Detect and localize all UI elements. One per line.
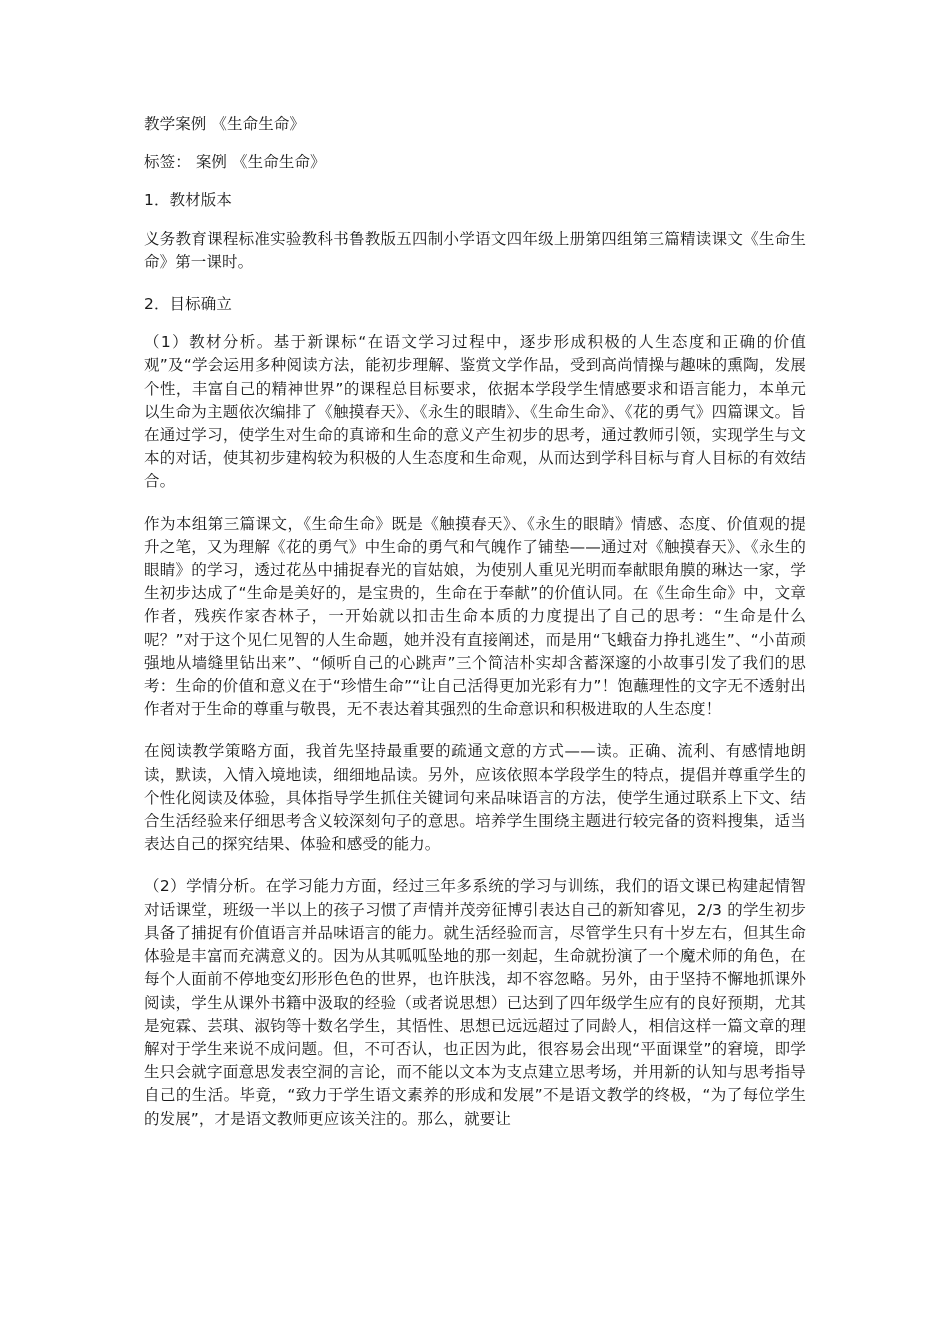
paragraph-textbook-analysis: （1）教材分析。基于新课标“在语文学习过程中，逐步形成积极的人生态度和正确的价值观”及“学会运用多种阅读方法，能初步理解、鉴赏文学作品，受到高尚情操与趣味的熏陶，发展个性，丰富自己的精神世界”的课程总目标要求，依据本学段学生情感要求和语言能力，本单元以生命为主题依次编排了《触摸春天》、《永生的眼睛》、《生命生命》、《花的勇气》四篇课文。旨在通过学习，使学生对生命的真谛和生命的意义产生初步的思考，通过教师引领，实现学生与文本的对话，使其初步建构较为积极的人生态度和生命观，从而达到学科目标与育人目标的有效结合。 — [144, 333, 806, 491]
document-page — [144, 113, 806, 1150]
document-title: 教学案例 《生命生命》 — [144, 115, 306, 133]
paragraph-textbook-version: 义务教育课程标准实验教科书鲁教版五四制小学语文四年级上册第四组第三篇精读课文《生命生命》第一课时。 — [144, 229, 806, 271]
paragraph-student-analysis: （2）学情分析。在学习能力方面，经过三年多系统的学习与训练，我们的语文课已构建起情智对话课堂，班级一半以上的孩子习惯了声情并茂旁征博引表达自己的新知睿见，2/3 的学生初步具备了捕捉有价值语言并品味语言的能力。就生活经验而言，尽管学生只有十岁左右，但其生命体验是丰富而充满意义的。因为从其呱呱坠地的那一刻起，生命就扮演了一个魔术师的角色，在每个人面前不停地变幻形形色色的世界，也许肤浅，却不容忽略。另外，由于坚持不懈地抓课外阅读，学生从课外书籍中汲取的经验（或者说思想）已达到了四年级学生应有的良好预期，尤其是宛霖、芸琪、淑钧等十数名学生，其悟性、思想已远远超过了同龄人，相信这样一篇文章的理解对于学生来说不成问题。但，不可否认，也正因为此，很容易会出现“平面课堂”的窘境，即学生只会就字面意思发表空洞的言论，而不能以文本为支点建立思考场，并用新的认知与思考指导自己的生活。毕竟，“致力于学生语文素养的形成和发展”不是语文教学的终极，“为了每位学生的发展”，才是语文教师更应该关注的。那么，就要让 — [144, 877, 806, 1128]
document-tags: 标签： 案例 《生命生命》 — [144, 153, 326, 172]
section-heading-objectives: 2．目标确立 — [144, 295, 232, 314]
section-heading-textbook-version: 1．教材版本 — [144, 191, 232, 210]
paragraph-reading-strategy: 在阅读教学策略方面，我首先坚持最重要的疏通文意的方式——读。正确、流利、有感情地朗读，默读，入情入境地读，细细地品读。另外，应该依照本学段学生的特点，提倡并尊重学生的个性化阅读及体验，具体指导学生抓住关键词句来品味语言的方法，使学生通过联系上下文、结合生活经验来仔细思考含义较深刻句子的意思。培养学生围绕主题进行较完备的资料搜集，适当表达自己的探究结果、体验和感受的能力。 — [144, 742, 806, 854]
paragraph-third-text: 作为本组第三篇课文，《生命生命》既是《触摸春天》、《永生的眼睛》情感、态度、价值观的提升之笔，又为理解《花的勇气》中生命的勇气和气魄作了铺垫——通过对《触摸春天》、《永生的眼睛》的学习，透过花丛中捕捉春光的盲姑娘，为使别人重见光明而奉献眼角膜的琳达一家，学生初步达成了“生命是美好的，是宝贵的，生命在于奉献”的价值认同。在《生命生命》中，文章作者，残疾作家杏林子，一开始就以扣击生命本质的力度提出了自己的思考：“生命是什么呢？”对于这个见仁见智的人生命题，她并没有直接阐述，而是用“飞蛾奋力挣扎逃生”、“小苗顽强地从墙缝里钻出来”、“倾听自己的心跳声”三个简洁朴实却含蓄深邃的小故事引发了我们的思考：生命的价值和意义在于“珍惜生命”“让自己活得更加光彩有力”！饱蘸理性的文字无不透射出作者对于生命的尊重与敬畏，无不表达着其强烈的生命意识和积极进取的人生态度！ — [144, 514, 806, 719]
